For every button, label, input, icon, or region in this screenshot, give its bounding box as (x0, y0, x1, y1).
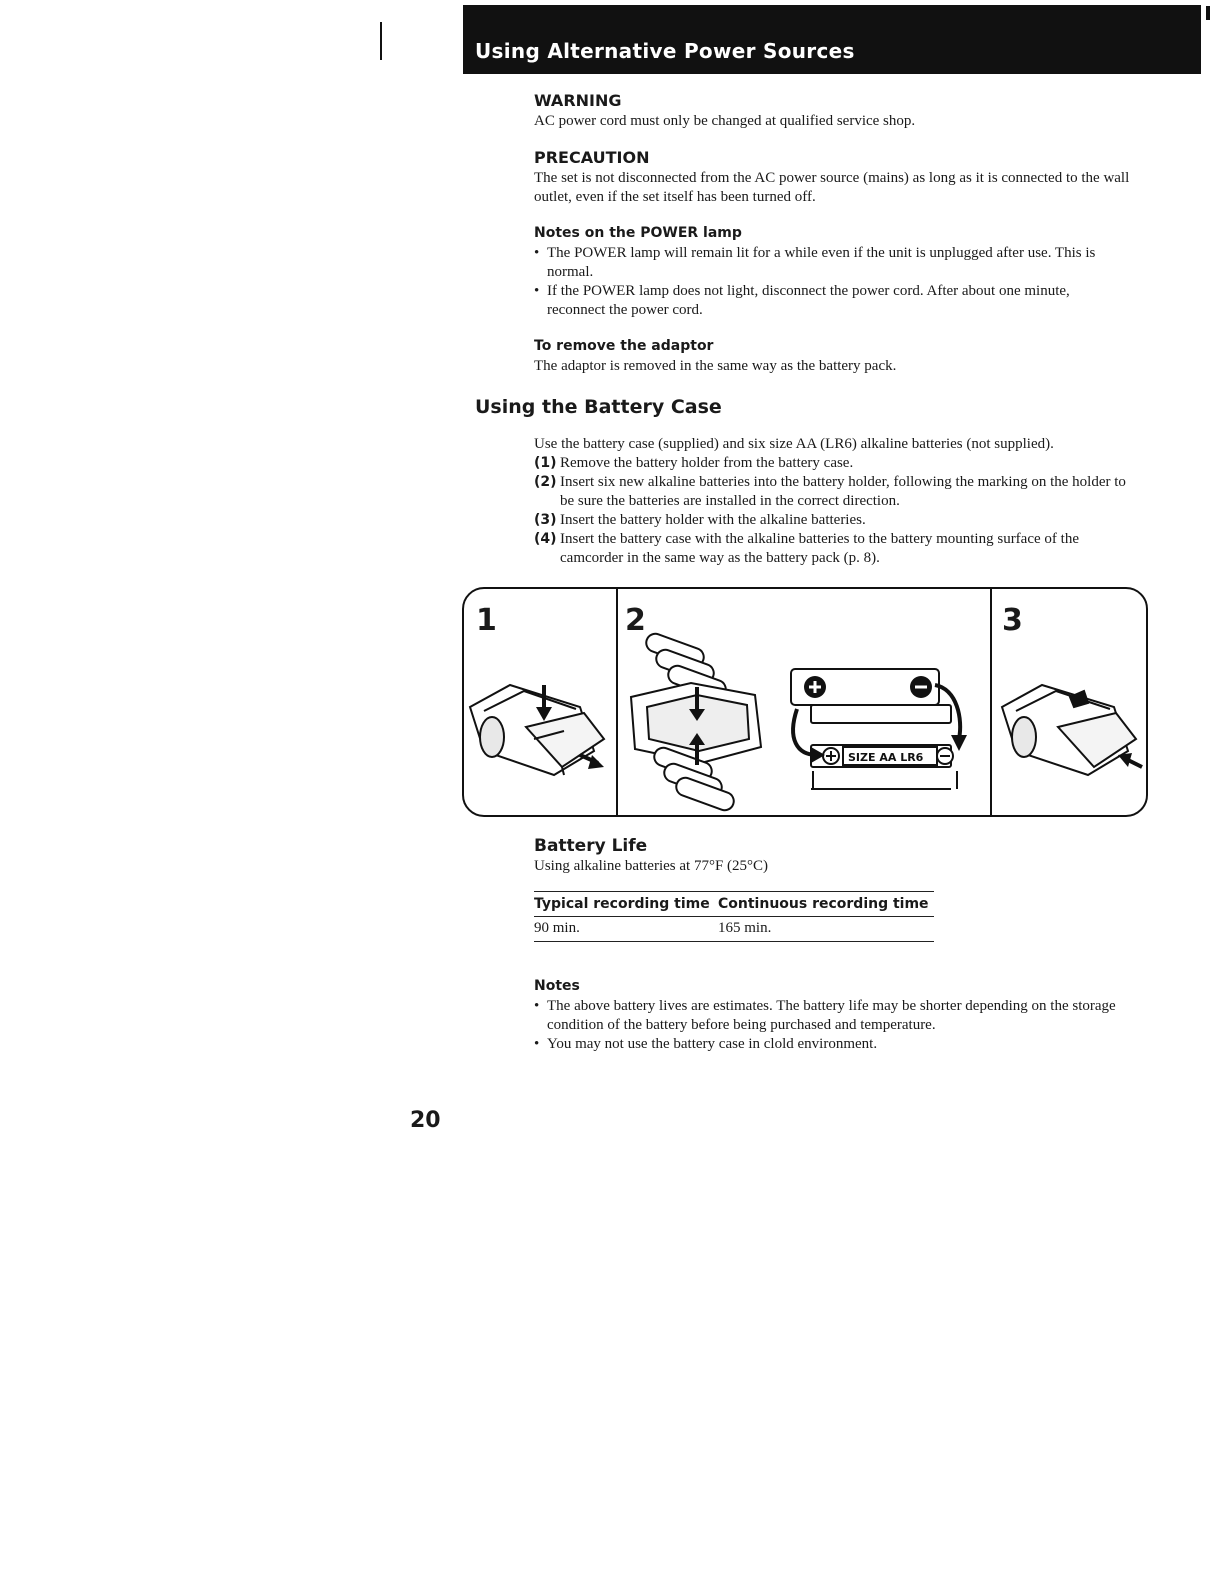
step-item: (2) Insert six new alkaline batteries into the battery holder, following the marking on the holder to be sure the batteries are installed in the correct direction. (534, 474, 1126, 509)
step-item: (4) Insert the battery case with the alkaline batteries to the battery mounting surface of the camcorder in the same way as the battery pack (p. 8). (534, 531, 1079, 566)
list-item: • The above battery lives are estimates. The battery life may be shorter depending on the storage condition of the battery before being purchased and temperature. (534, 998, 1116, 1033)
battery-case-intro: Use the battery case (supplied) and six size AA (LR6) alkaline batteries (not supplied). (534, 436, 1054, 452)
battery-life-table (534, 891, 934, 942)
notes-list (534, 997, 1128, 1054)
notes-heading: Notes (534, 978, 580, 994)
margin-mark-right (1206, 6, 1210, 20)
bullet: • (534, 245, 540, 261)
page-title: Using Alternative Power Sources (475, 39, 855, 63)
panel-number: 3 (1002, 603, 1023, 638)
step-item: (1) Remove the battery holder from the battery case. (534, 455, 854, 471)
table-cell: 90 min. (534, 917, 718, 942)
list-item: • If the POWER lamp does not light, disconnect the power cord. After about one minute, reconnect the power cord. (534, 283, 1070, 318)
bullet: • (534, 1036, 540, 1052)
panel-number: 1 (476, 603, 497, 638)
battery-case-illustration (462, 587, 1148, 817)
warning-heading: WARNING (534, 91, 622, 110)
battery-life-subtitle: Using alkaline batteries at 77°F (25°C) (534, 858, 769, 874)
column-header: Typical recording time (534, 892, 718, 917)
figure-panel-3 (992, 589, 1146, 815)
list-item: • You may not use the battery case in clold environment. (534, 1036, 878, 1052)
panel-number: 2 (625, 603, 646, 638)
remove-adaptor-text: The adaptor is removed in the same way as the battery pack. (534, 358, 897, 374)
power-lamp-notes-heading: Notes on the POWER lamp (534, 225, 742, 241)
table-cell: 165 min. (718, 917, 934, 942)
warning-text: AC power cord must only be changed at qualified service shop. (534, 113, 916, 129)
bullet: • (534, 998, 540, 1014)
battery-case-steps (534, 454, 1140, 568)
list-item: • The POWER lamp will remain lit for a while even if the unit is unplugged after use. This is normal. (534, 245, 1096, 280)
figure-panel-2 (617, 589, 989, 815)
remove-adaptor-heading: To remove the adaptor (534, 338, 714, 354)
precaution-heading: PRECAUTION (534, 148, 650, 167)
figure-panel-1 (464, 589, 616, 815)
battery-life-heading: Battery Life (534, 836, 648, 856)
table-row (534, 917, 934, 942)
margin-mark-left (380, 22, 382, 60)
battery-case-heading: Using the Battery Case (475, 396, 722, 418)
battery-insert-drawing (617, 589, 989, 815)
step-item: (3) Insert the battery holder with the alkaline batteries. (534, 512, 866, 528)
column-header: Continuous recording time (718, 892, 934, 917)
battery-label: SIZE AA LR6 (848, 751, 924, 764)
precaution-text: The set is not disconnected from the AC power source (mains) as long as it is connected to the wall outlet, even if the set itself has been turned off. (534, 170, 1130, 205)
power-lamp-notes-list (534, 244, 1124, 320)
page-number: 20 (410, 1108, 441, 1133)
bullet: • (534, 283, 540, 299)
table-header-row (534, 892, 934, 917)
